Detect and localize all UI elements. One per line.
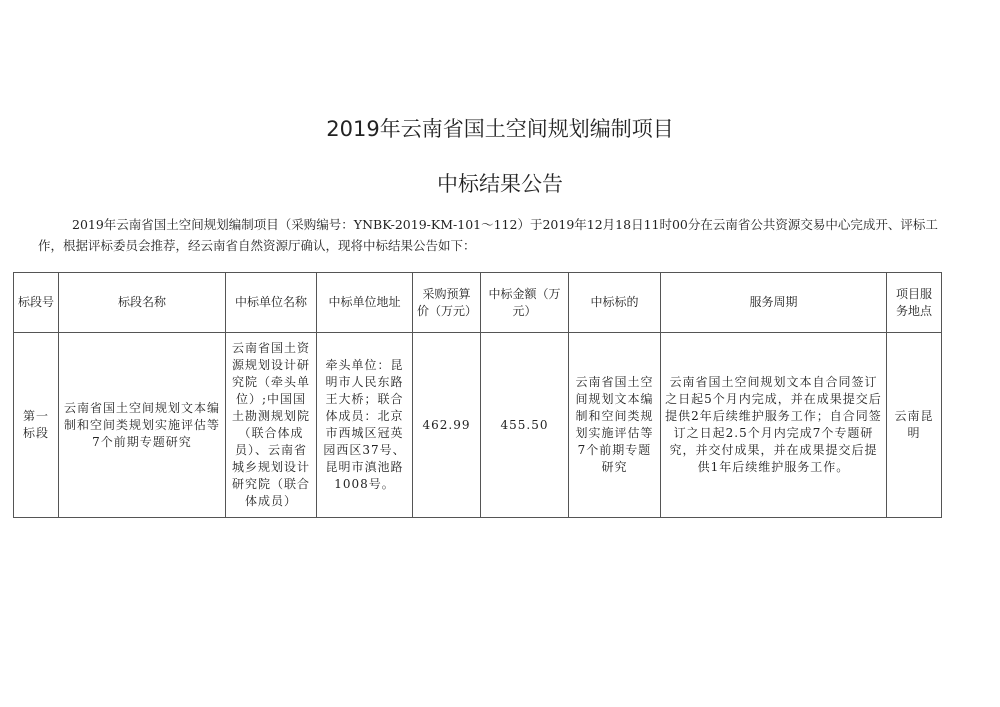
header-cell: 中标标的 [569,273,661,333]
table-cell: 462.99 [413,333,481,518]
table-cell: 云南省国土空间规划文本编制和空间类规划实施评估等7个前期专题研究 [569,333,661,518]
header-cell: 服务周期 [661,273,887,333]
header-cell: 标段名称 [59,273,226,333]
header-cell: 中标单位地址 [317,273,413,333]
document-subtitle: 中标结果公告 [437,172,563,196]
table-row [14,333,942,518]
table-cell: 云南省国土资源规划设计研究院（牵头单位）;中国国土勘测规划院（联合体成员）、云南省城乡规划设计研究院（联合体成员） [226,333,317,518]
table-header-row [14,273,942,333]
table-cell: 云南省国土空间规划文本自合同签订之日起5个月内完成，并在成果提交后提供2年后续维护服务工作；自合同签订之日起2.5个月内完成7个专题研究，并交付成果，并在成果提交后提供1年后续维护服务工作。 [661,333,887,518]
intro-paragraph: 2019年云南省国土空间规划编制项目（采购编号：YNBK-2019-KM-101～112）于2019年12月18日11时00分在云南省公共资源交易中心完成开、评标工作，根据评标委员会推荐，经云南省自然资源厅确认，现将中标结果公告如下： [38,217,938,253]
header-cell: 中标单位名称 [226,273,317,333]
table-cell: 云南昆明 [887,333,942,518]
table-cell: 455.50 [481,333,569,518]
header-cell: 项目服务地点 [887,273,942,333]
table-cell: 第一标段 [14,333,59,518]
result-table [13,272,942,518]
header-cell: 标段号 [14,273,59,333]
header-cell: 中标金额（万元） [481,273,569,333]
header-cell: 采购预算价（万元） [413,273,481,333]
document-title: 2019年云南省国土空间规划编制项目 [326,117,674,141]
table-cell: 牵头单位：昆明市人民东路王大桥；联合体成员：北京市西城区冠英园西区37号、昆明市滇池路1008号。 [317,333,413,518]
table-cell: 云南省国土空间规划文本编制和空间类规划实施评估等7个前期专题研究 [59,333,226,518]
